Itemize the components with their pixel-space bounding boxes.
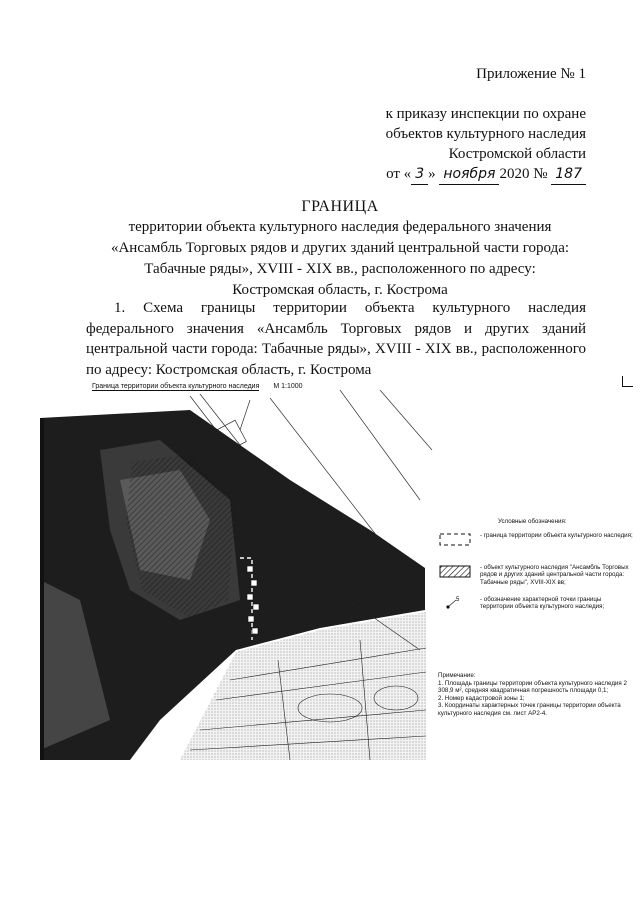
document-title [40,196,640,301]
note-line: 3. Координаты характерных точек границы территории объекта культурного наследия см. лист АР2-4. [438,702,621,717]
legend-text: - обозначение характерной точки границы территории объекта культурного наследия; [480,595,605,611]
boundary-map [40,390,440,760]
note-line: 1. Площадь границы территории объекта культурного наследия 2 308,9 м², средняя квадратичная погрешность площади 0,1; [438,679,627,695]
order-date-line [226,164,586,185]
date-year-number: 2020 № [499,166,548,182]
dashed-boundary-icon [438,532,478,548]
note-line: 2. Номер кадастровой зоны 1; [438,694,525,702]
appendix-label: Приложение № 1 [476,66,586,82]
date-mid: » [428,166,436,182]
section-number: 1. [114,300,126,316]
date-day-handwritten: 3 [411,164,428,185]
notes-heading: Примечание: [438,672,476,679]
order-line: к приказу инспекции по охране [385,106,586,122]
title-line: территории объекта культурного наследия федерального значения [128,219,552,235]
title-line: «Ансамбль Торговых рядов и других зданий центральной части города: [110,240,570,256]
date-prefix: от « [386,166,412,182]
legend-item [438,596,634,622]
map-title: Граница территории объекта культурного наследия [92,383,260,390]
section-paragraph [86,298,586,380]
title-line: Костромская область, г. Кострома [232,282,448,298]
map-legend [438,518,634,628]
order-line: Костромской области [448,146,586,162]
legend-text: - граница территории объекта культурного наследия; [480,531,633,539]
order-reference [226,104,586,185]
map-caption [92,383,315,390]
legend-item [438,564,634,590]
date-month-handwritten: ноября [439,164,499,185]
legend-heading: Условные обозначения: [498,518,567,525]
section-text: Схема границы территории объекта культурного наследия федерального значения «Ансамбль Торговых рядов и других зданий центральной части города: Табачные ряды», XVIII - XIX вв., расположенного по адресу: Костромская область, г. Кострома [86,300,586,378]
corner-mark [622,376,633,387]
title-heading: ГРАНИЦА [301,198,379,215]
order-line: объектов культурного наследия [385,126,586,142]
legend-item [438,532,634,558]
map-notes [438,672,634,718]
map-scale: М 1:1000 [273,383,303,390]
hatched-object-icon [438,564,478,580]
title-line: Табачные ряды», XVIII - XIX вв., расположенного по адресу: [144,261,536,277]
order-number-handwritten: 187 [551,164,586,185]
point-marker-icon [438,596,478,612]
legend-text: - объект культурного наследия "Ансамбль Торговых рядов и других зданий центральной части города: Табачные ряды", XVIII-XIX вв; [480,563,629,586]
marker-label: 5 [456,596,460,603]
